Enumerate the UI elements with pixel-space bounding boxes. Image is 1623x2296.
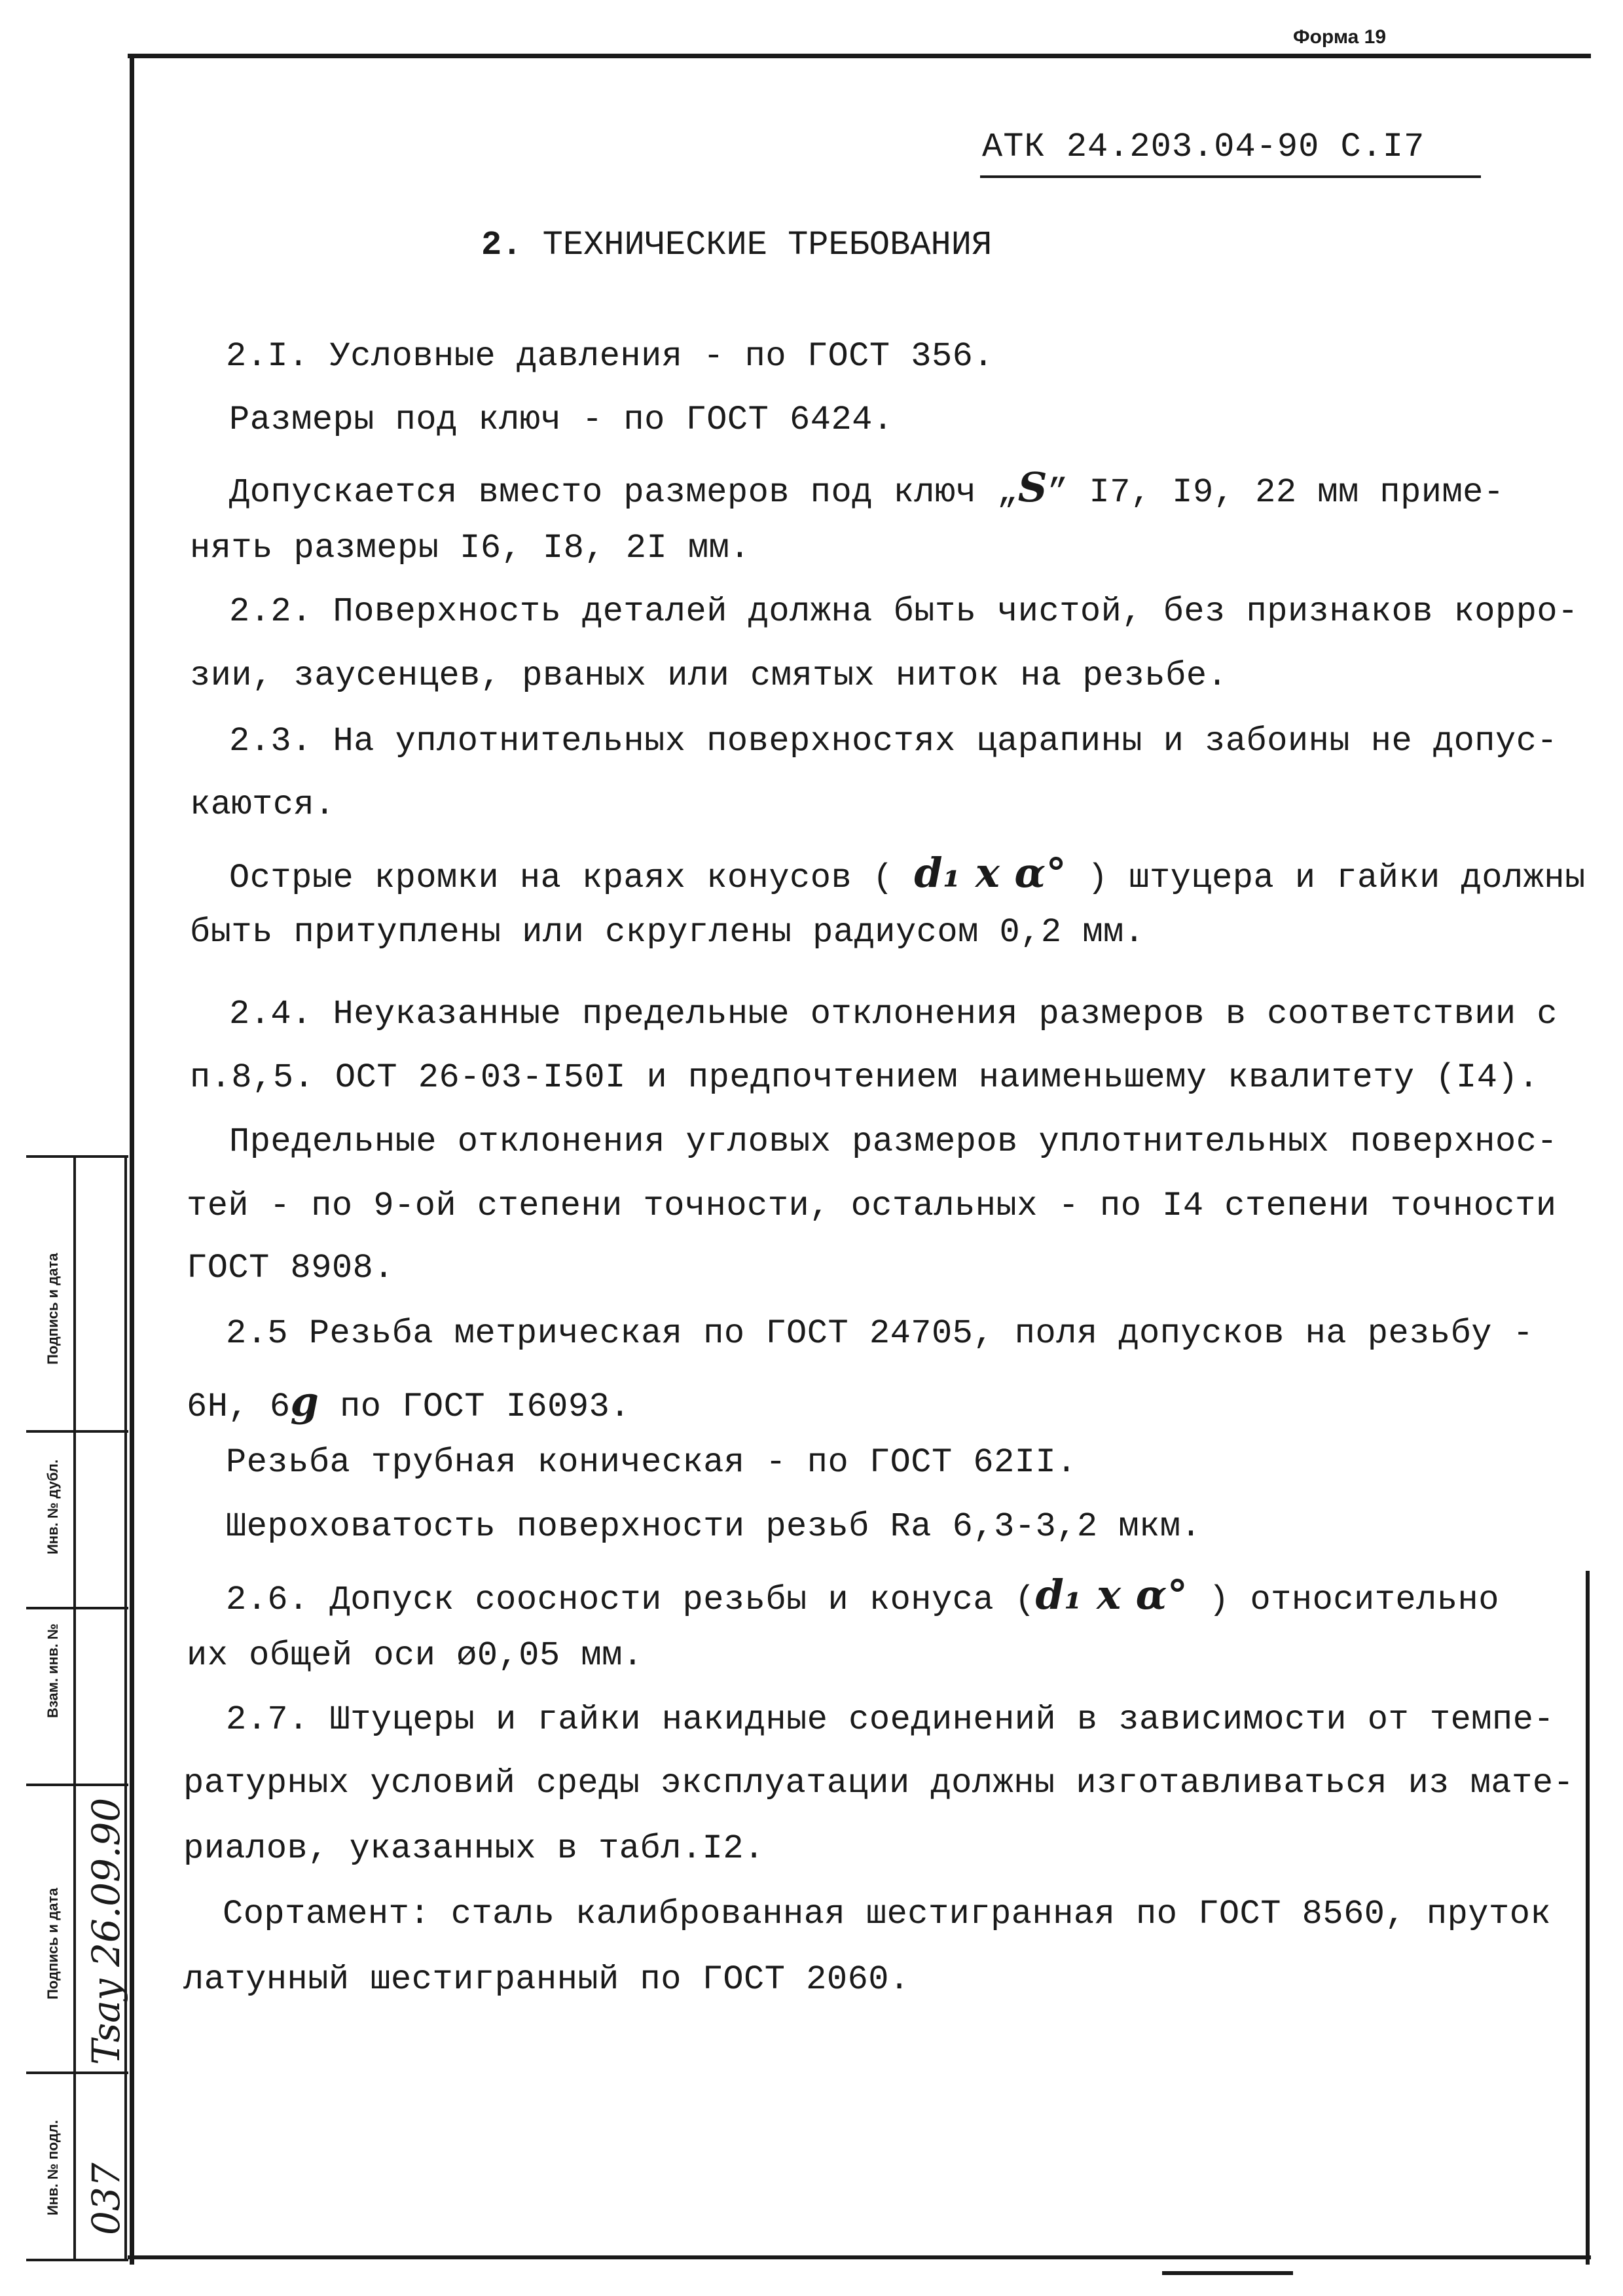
handwritten-inventory-number: 037	[84, 2162, 128, 2235]
paragraph-line: 2.2. Поверхность деталей должна быть чистой, без признаков корро-	[229, 592, 1578, 631]
paragraph-line: 2.5 Резьба метрическая по ГОСТ 24705, поля допусков на резьбу -	[226, 1314, 1534, 1353]
page-frame-right	[1586, 1571, 1590, 2265]
paragraph-line: ратурных условий среды эксплуатации должны изготавливаться из мате-	[183, 1764, 1575, 1803]
section-title-text: ТЕХНИЧЕСКИЕ ТРЕБОВАНИЯ	[542, 226, 993, 264]
paragraph-text: ) штуцера и гайки должны	[1067, 859, 1586, 897]
handwritten-symbol: d₁ x α°	[914, 849, 1067, 897]
paragraph-line: Резьба трубная коническая - по ГОСТ 62II.	[226, 1443, 1077, 1482]
approval-stamp	[26, 1155, 131, 2261]
paragraph-text: по ГОСТ I6093.	[319, 1388, 630, 1426]
paragraph-line: ГОСТ 8908.	[187, 1249, 395, 1287]
paragraph-text: 6Н, 6	[187, 1388, 291, 1426]
paragraph-line: каются.	[190, 785, 335, 824]
stamp-label-replacement-inv: Взам. инв. №	[45, 1623, 61, 1718]
paragraph-line: латунный шестигранный по ГОСТ 2060.	[183, 1960, 910, 1999]
paragraph-line: их общей оси ø0,05 мм.	[187, 1636, 644, 1675]
paragraph-line: 2.3. На уплотнительных поверхностях царапины и забоины не допус-	[229, 722, 1558, 761]
document-code-underline	[980, 175, 1481, 178]
stamp-label-original-inv: Инв. № подл.	[45, 2120, 61, 2215]
paragraph-line: 2.7. Штуцеры и гайки накидные соединений в зависимости от темпе-	[226, 1700, 1555, 1739]
paragraph-line: нять размеры I6, I8, 2I мм.	[190, 529, 751, 567]
paragraph-text: ) относительно	[1188, 1581, 1499, 1619]
stamp-divider	[26, 1430, 128, 1433]
paragraph-line: зии, заусенцев, рваных или смятых ниток на резьбе.	[190, 656, 1228, 695]
paragraph-text: 2.6. Допуск соосности резьбы и конуса (	[226, 1581, 1036, 1619]
paragraph-line: Предельные отклонения угловых размеров уплотнительных поверхнос-	[229, 1122, 1558, 1161]
paragraph-line: Размеры под ключ - по ГОСТ 6424.	[229, 401, 894, 439]
paragraph-line	[229, 849, 1586, 897]
paragraph-line	[226, 1571, 1499, 1619]
paragraph-line: тей - по 9-ой степени точности, остальных - по I4 степени точности	[187, 1187, 1557, 1225]
paragraph-line	[187, 1378, 630, 1426]
paragraph-line: риалов, указанных в табл.I2.	[183, 1829, 765, 1868]
paragraph-text: ” I7, I9, 22 мм приме-	[1048, 473, 1504, 512]
handwritten-symbol: g	[290, 1378, 319, 1426]
stamp-divider	[73, 1155, 76, 2261]
stamp-divider	[26, 1607, 128, 1609]
stamp-divider	[26, 2072, 128, 2074]
paragraph-line: Шероховатость поверхности резьб Ra 6,3-3,2 мкм.	[226, 1507, 1202, 1546]
section-number: 2.	[481, 226, 522, 264]
stamp-divider	[26, 1784, 128, 1786]
stamp-divider	[26, 2259, 128, 2261]
paragraph-line: 2.I. Условные давления - по ГОСТ 356.	[226, 337, 994, 376]
stamp-divider	[26, 1155, 128, 1158]
handwritten-symbol: S	[1017, 463, 1048, 511]
paragraph-line: п.8,5. ОСТ 26-03-I50I и предпочтением наименьшему квалитету (I4).	[190, 1058, 1539, 1097]
paragraph-line: быть притуплены или скруглены радиусом 0,2 мм.	[190, 913, 1145, 952]
handwritten-signature-date: Tsay 26.09.90	[84, 1797, 128, 2065]
section-title	[481, 226, 992, 264]
stamp-label-signature-date: Подпись и дата	[45, 1888, 61, 2000]
footer-mark	[1162, 2271, 1293, 2275]
paragraph-text: Допускается вместо размеров под ключ „	[229, 473, 1018, 512]
paragraph-text: Острые кромки на краях конусов (	[229, 859, 915, 897]
stamp-divider	[124, 1155, 127, 2261]
paragraph-line: 2.4. Неуказанные предельные отклонения размеров в соответствии с	[229, 995, 1558, 1033]
handwritten-symbol: d₁ x α°	[1035, 1571, 1188, 1619]
form-label: Форма 19	[1293, 26, 1387, 48]
stamp-label-signature-date: Подпись и дата	[45, 1253, 61, 1365]
page-frame-top	[128, 54, 1591, 58]
document-code: АТК 24.203.04-90 С.I7	[982, 128, 1425, 166]
paragraph-line	[229, 463, 1504, 512]
stamp-label-duplicate-inv: Инв. № дубл.	[45, 1459, 61, 1554]
page-frame-bottom	[128, 2255, 1591, 2259]
paragraph-line: Сортамент: сталь калиброванная шестигранная по ГОСТ 8560, пруток	[223, 1895, 1552, 1933]
